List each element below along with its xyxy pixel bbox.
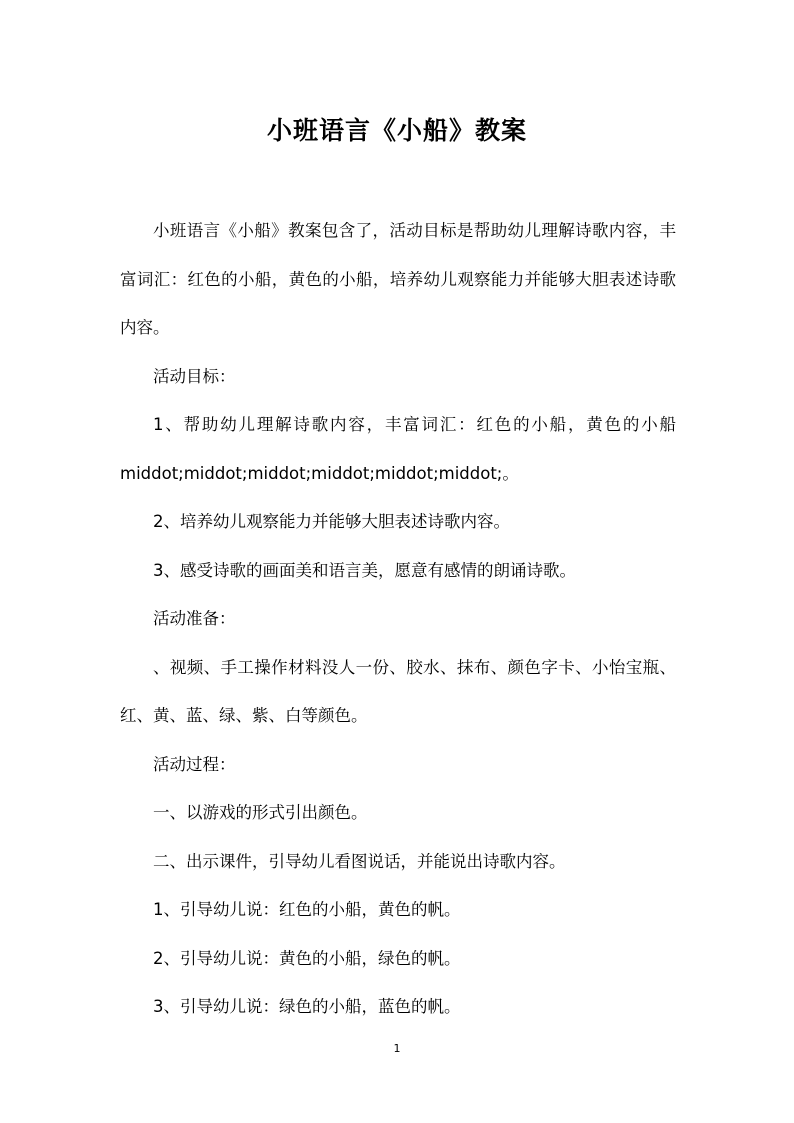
- heading-activity-preparation: 活动准备：: [153, 609, 236, 628]
- process-step-2: 二、出示课件，引导幼儿看图说话，并能说出诗歌内容。: [153, 851, 566, 871]
- process-substep-2: 2、引导幼儿说：黄色的小船，绿色的帆。: [153, 948, 461, 968]
- heading-activity-process: 活动过程：: [153, 754, 236, 774]
- goal-item-3: 3、感受诗歌的画面美和语言美，愿意有感情的朗诵诗歌。: [153, 560, 576, 580]
- document-body: [120, 207, 676, 1032]
- page-number: 1: [393, 1042, 401, 1055]
- process-step-1: 一、以游戏的形式引出颜色。: [153, 803, 368, 822]
- process-substep-3: 3、引导幼儿说：绿色的小船，蓝色的帆。: [153, 997, 461, 1016]
- goal-item-1: 1、帮助幼儿理解诗歌内容，丰富词汇：红色的小船，黄色的小船middot;middot;middot;middot;middot;middot;。: [120, 415, 676, 483]
- paragraph-intro: 小班语言《小船》教案包含了，活动目标是帮助幼儿理解诗歌内容，丰富词汇：红色的小船，黄色的小船，培养幼儿观察能力并能够大胆表述诗歌内容。: [120, 221, 676, 337]
- process-substep-1: 1、引导幼儿说：红色的小船，黄色的帆。: [153, 900, 461, 919]
- document-title: 小班语言《小船》教案: [266, 115, 527, 145]
- heading-activity-goals: 活动目标：: [153, 366, 236, 386]
- preparation-list: 、视频、手工操作材料没人一份、胶水、抹布、颜色字卡、小怡宝瓶、红、黄、蓝、绿、紫、白等颜色。: [120, 657, 676, 725]
- goal-item-2: 2、培养幼儿观察能力并能够大胆表述诗歌内容。: [153, 512, 510, 531]
